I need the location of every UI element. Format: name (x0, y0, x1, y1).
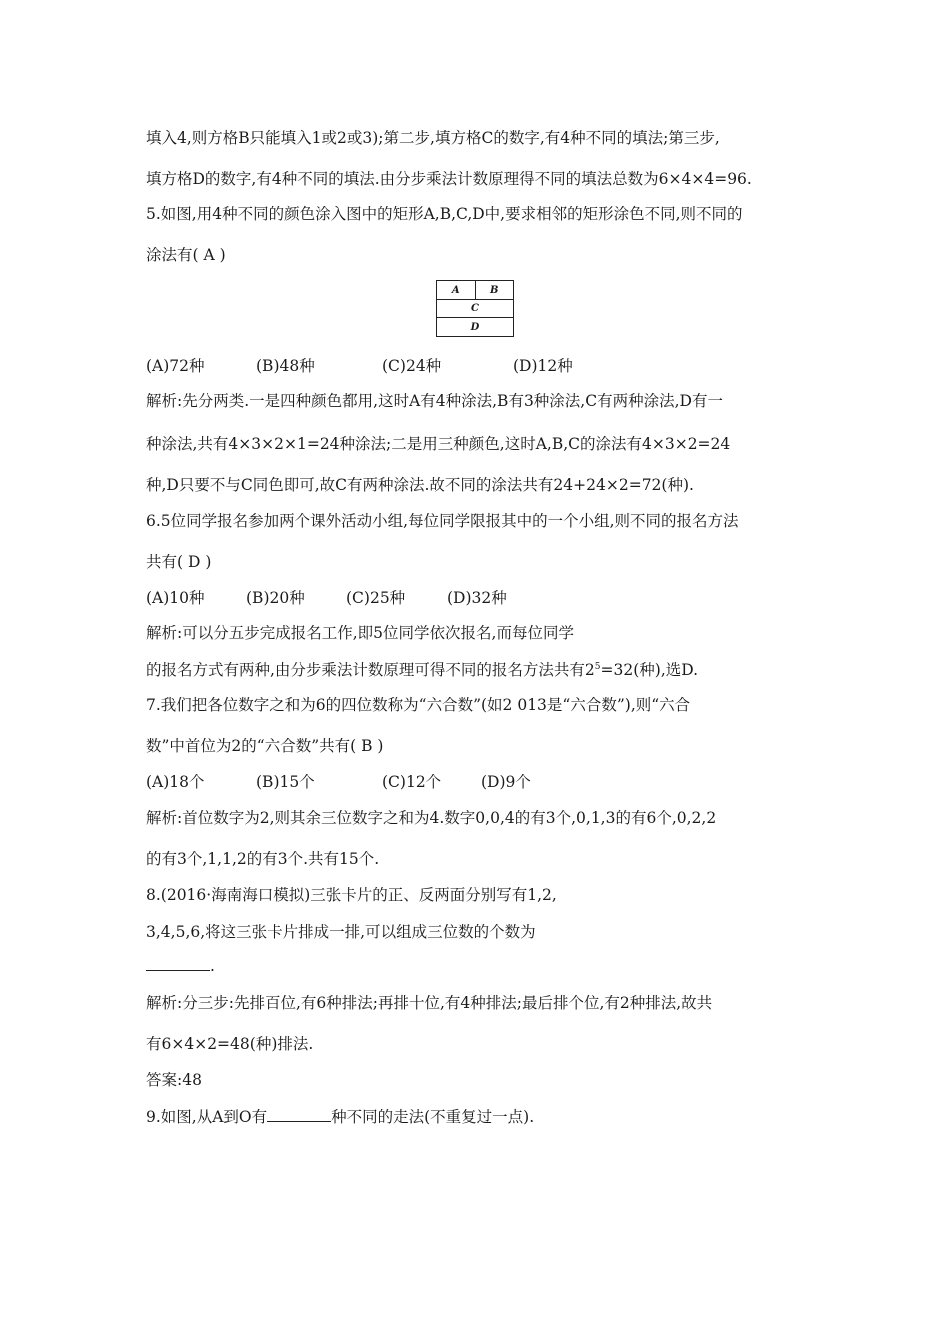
text-line: 填入4,则方格B只能填入1或2或3);第二步,填方格C的数字,有4种不同的填法;第三步, (146, 129, 720, 147)
question-8-blank-line: . (146, 955, 215, 977)
option: (D)12种 (513, 357, 573, 375)
option: (C)25种 (346, 589, 406, 607)
answer-blank (146, 956, 210, 971)
solution-line: 的报名方式有两种,由分步乘法计数原理可得不同的报名方法共有$2^5=32$(种),选D. (146, 661, 699, 679)
option: (A)72种 (146, 357, 205, 375)
solution-line: 解析:可以分五步完成报名工作,即5位同学依次报名,而每位同学 (146, 624, 574, 642)
option: (B)48种 (256, 357, 315, 375)
rectangle-figure (436, 280, 514, 337)
answer-blank (267, 1107, 331, 1122)
question-7-answer-line: 数”中首位为2的“六合数”共有( B ) (146, 737, 384, 755)
option: (C)24种 (382, 357, 442, 375)
question-5-stem: 5.如图,用4种不同的颜色涂入图中的矩形A,B,C,D中,要求相邻的矩形涂色不同,则不同的 (146, 205, 743, 223)
question-6-answer-line: 共有( D ) (146, 553, 212, 571)
option: (B)15个 (256, 773, 315, 791)
question-9-stem: 9.如图,从A到O有 种不同的走法(不重复过一点). (146, 1108, 535, 1126)
solution-line: 种,D只要不与C同色即可,故C有两种涂法.故不同的涂法共有24+24×2=72(种). (146, 476, 694, 494)
option: (C)12个 (382, 773, 442, 791)
question-6-options (146, 587, 507, 609)
option: (D)32种 (447, 589, 507, 607)
figure-label-c: C (471, 302, 479, 314)
option: (A)18个 (146, 773, 205, 791)
figure-label-d: D (470, 321, 480, 333)
option: (D)9个 (481, 773, 531, 791)
text-line: 填方格D的数字,有4种不同的填法.由分步乘法计数原理得不同的填法总数为6×4×4=96. (146, 170, 752, 188)
solution-line: 有6×4×2=48(种)排法. (146, 1035, 314, 1053)
question-7-options (146, 771, 531, 793)
question-5-answer-line: 涂法有( A ) (146, 246, 226, 264)
question-5-options (146, 355, 573, 377)
question-7-stem: 7.我们把各位数字之和为6的四位数称为“六合数”(如2 013是“六合数”),则“六合 (146, 696, 691, 714)
option: (B)20种 (246, 589, 305, 607)
question-8-stem: 8.(2016·海南海口模拟)三张卡片的正、反两面分别写有1,2, (146, 886, 557, 904)
figure-label-b: B (475, 281, 514, 299)
question-6-stem: 6.5位同学报名参加两个课外活动小组,每位同学限报其中的一个小组,则不同的报名方法 (146, 512, 739, 530)
solution-line: 解析:首位数字为2,则其余三位数字之和为4.数字0,0,4的有3个,0,1,3的有6个,0,2,2 (146, 809, 717, 827)
figure-label-a: A (451, 284, 460, 296)
option: (A)10种 (146, 589, 205, 607)
answer-line: 答案:48 (146, 1071, 202, 1089)
solution-line: 种涂法,共有4×3×2×1=24种涂法;二是用三种颜色,这时A,B,C的涂法有4×3×2=24 (146, 435, 731, 453)
solution-line: 解析:分三步:先排百位,有6种排法;再排十位,有4种排法;最后排个位,有2种排法,故共 (146, 994, 713, 1012)
question-8-stem: 3,4,5,6,将这三张卡片排成一排,可以组成三位数的个数为 (146, 923, 536, 941)
solution-line: 解析:先分两类.一是四种颜色都用,这时A有4种涂法,B有3种涂法,C有两种涂法,D有一 (146, 392, 723, 410)
solution-line: 的有3个,1,1,2的有3个.共有15个. (146, 850, 380, 868)
